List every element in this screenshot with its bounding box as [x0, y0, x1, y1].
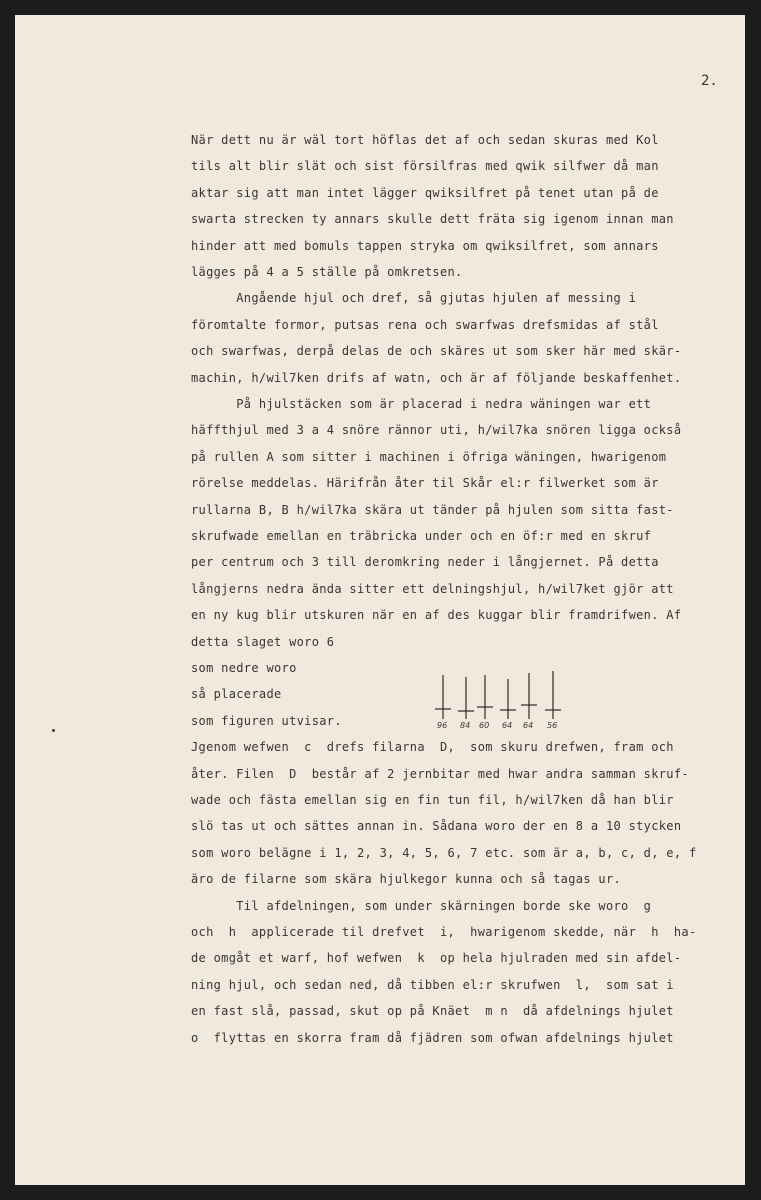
figure-label: 64: [523, 721, 534, 730]
text-line: och swarfwas, derpå delas de och skäres ut som sker här med skär-: [191, 344, 682, 359]
figure-label: 96: [437, 721, 448, 730]
text-line: När dett nu är wäl tort höflas det af och sedan skuras med Kol: [191, 133, 659, 147]
figure-label: 64: [502, 721, 513, 730]
document-page: [15, 15, 745, 1185]
text-line: aktar sig att man intet lägger qwiksilfret på tenet utan på de: [191, 185, 659, 200]
text-line: föromtalte formor, putsas rena och swarfwas drefsmidas af stål: [191, 317, 659, 332]
text-line: som figuren utvisar.: [191, 713, 342, 728]
text-line: ning hjul, och sedan ned, då tibben el:r skrufwen l, som sat i: [191, 977, 674, 992]
text-line: tils alt blir slät och sist försilfras med qwik silfwer då man: [191, 159, 659, 174]
text-line: detta slaget woro 6: [191, 634, 335, 649]
text-line: en ny kug blir utskuren när en af des kuggar blir framdrifwen. Af: [191, 608, 682, 623]
text-line: åter. Filen D består af 2 jernbitar med hwar andra samman skruf-: [191, 766, 689, 781]
text-line: som woro belägne i 1, 2, 3, 4, 5, 6, 7 etc. som är a, b, c, d, e, f: [191, 845, 697, 860]
text-line: o flyttas en skorra fram då fjädren som ofwan afdelnings hjulet: [191, 1030, 674, 1045]
text-line: äro de filarne som skära hjulkegor kunna och så tagas ur.: [191, 872, 622, 887]
text-line: rullarna B, B h/wil7ka skära ut tänder på hjulen som sitta fast-: [191, 502, 674, 517]
text-line: de omgåt et warf, hof wefwen k op hela hjulraden med sin afdel-: [191, 951, 682, 966]
figure-label: 60: [479, 721, 490, 730]
text-line: machin, h/wil7ken drifs af watn, och är af följande beskaffenhet.: [191, 370, 682, 385]
text-line: slö tas ut och sättes annan in. Sådana woro der en 8 a 10 stycken: [191, 819, 682, 834]
text-line: Til afdelningen, som under skärningen borde ske woro g: [191, 898, 652, 913]
text-line: och h applicerade til drefvet i, hwarigenom skedde, när h ha-: [191, 925, 697, 939]
margin-mark: [52, 729, 55, 732]
text-line: skrufwade emellan en träbricka under och en öf:r med en skruf: [191, 529, 652, 543]
figure-label: 56: [547, 721, 558, 730]
gear-wheels-figure: [427, 665, 577, 731]
text-line: swarta strecken ty annars skulle dett fräta sig igenom innan man: [191, 212, 674, 227]
text-line: på rullen A som sitter i machinen i öfriga wäningen, hwarigenom: [191, 449, 667, 464]
text-line: På hjulstäcken som är placerad i nedra wäningen war ett: [191, 397, 652, 411]
text-line: per centrum och 3 till deromkring neder i långjernet. På detta: [191, 555, 659, 570]
text-line: rörelse meddelas. Härifrån åter til Skår el:r filwerket som är: [191, 476, 659, 491]
text-line: hinder att med bomuls tappen stryka om qwiksilfret, som annars: [191, 238, 659, 253]
text-line: lägges på 4 a 5 ställe på omkretsen.: [191, 265, 463, 279]
text-line: som nedre woro: [191, 661, 297, 675]
text-line: en fast slå, passad, skut op på Knäet m n då afdelnings hjulet: [191, 1004, 674, 1019]
text-line: långjerns nedra ända sitter ett delningshjul, h/wil7ket gjör att: [191, 581, 674, 596]
text-line: häffthjul med 3 a 4 snöre rännor uti, h/wil7ka snören ligga också: [191, 423, 682, 438]
page-number: 2.: [701, 73, 718, 89]
text-line: så placerade: [191, 687, 282, 702]
text-line: Jgenom wefwen c drefs filarna D, som skuru drefwen, fram och: [191, 740, 674, 755]
text-line: Angående hjul och dref, så gjutas hjulen af messing i: [191, 291, 637, 306]
text-line: wade och fästa emellan sig en fin tun fil, h/wil7ken då han blir: [191, 793, 674, 807]
figure-label: 84: [460, 721, 471, 730]
